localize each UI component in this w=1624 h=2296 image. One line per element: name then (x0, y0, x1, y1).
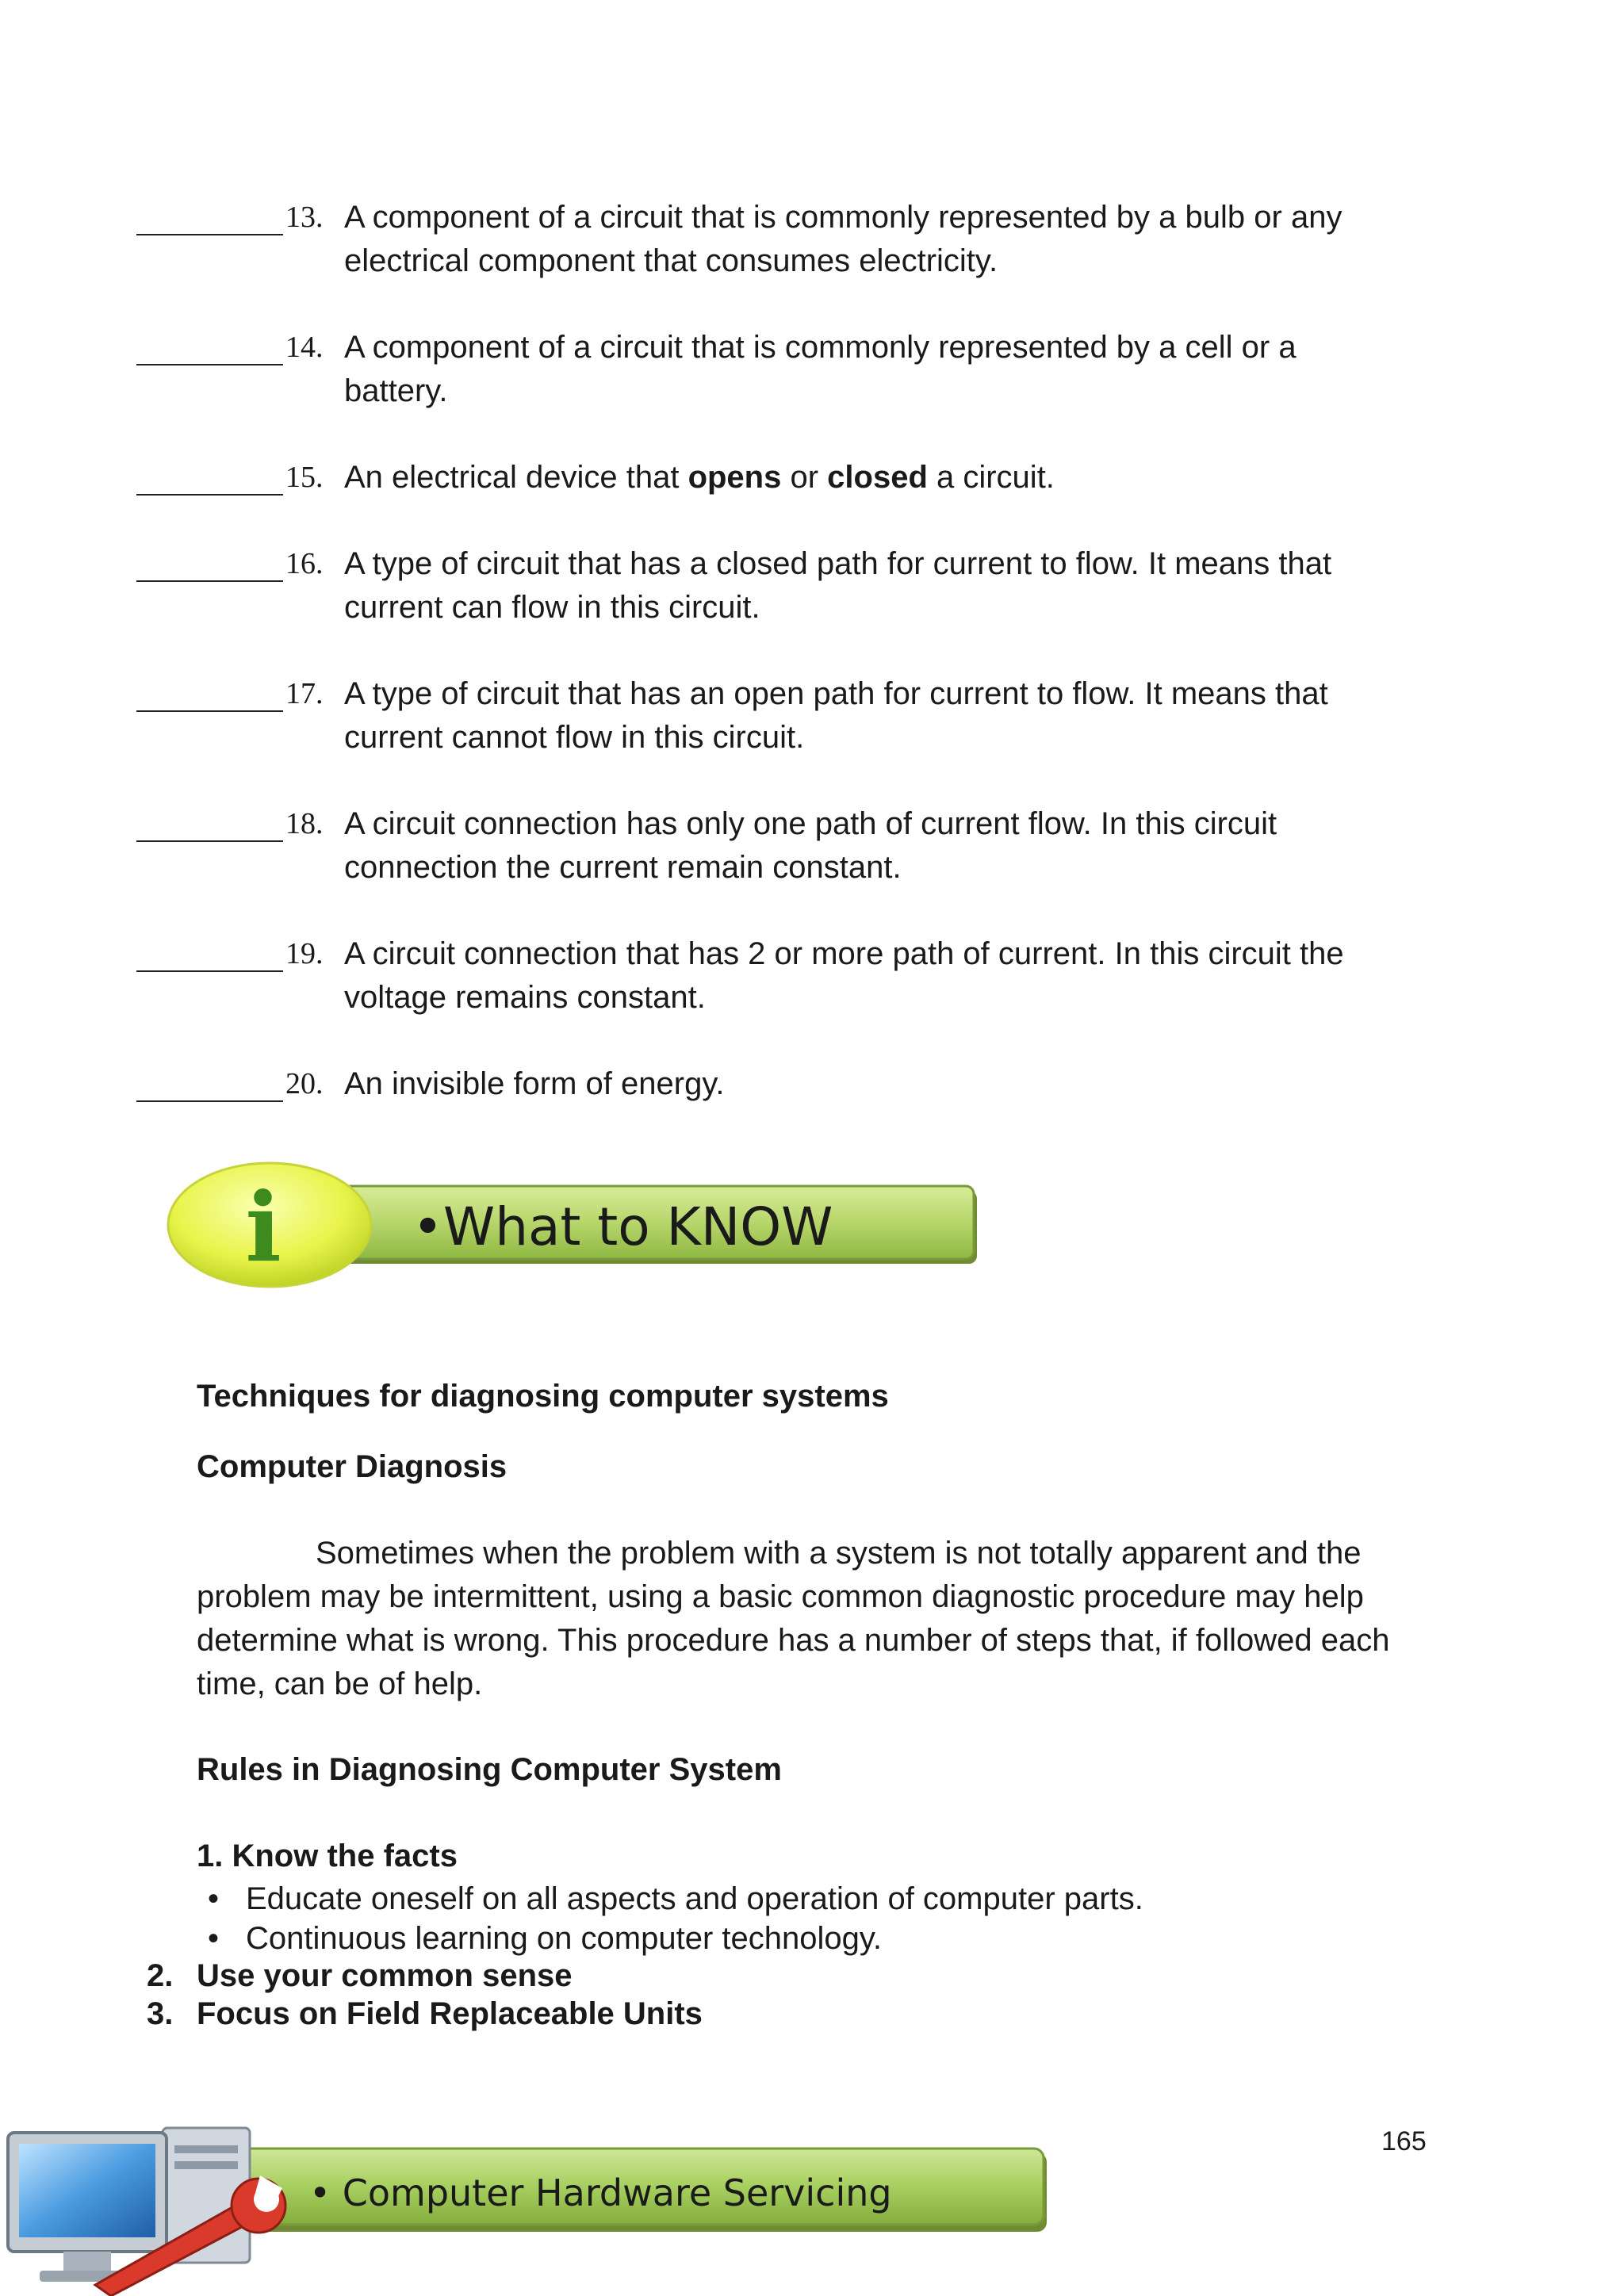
question-text: A component of a circuit that is commonly represented by a cell or a battery. (344, 330, 1297, 408)
question-text: A circuit connection that has 2 or more path of current. In this circuit the voltage remains constant. (344, 936, 1344, 1015)
info-letter: i (245, 1172, 282, 1284)
rule-number: 2. (147, 1958, 174, 1993)
question-text: A circuit connection has only one path of current flow. In this circuit connection the current remain constant. (344, 806, 1277, 885)
question-14 (136, 326, 1389, 413)
footer-banner (0, 2117, 1063, 2296)
question-text: A type of circuit that has a closed path for current to flow. It means that current can flow in this circuit. (344, 546, 1332, 625)
question-number: 16. (285, 547, 324, 580)
section-subtitle: Computer Diagnosis (197, 1449, 508, 1484)
question-19 (136, 932, 1389, 1020)
answer-blank[interactable] (136, 234, 283, 235)
answer-blank[interactable] (136, 970, 283, 972)
bold-closed: closed (827, 460, 928, 495)
answer-blank[interactable] (136, 1100, 283, 1102)
question-13 (136, 196, 1389, 283)
footer-label: • Computer Hardware Servicing (309, 2172, 892, 2214)
page-number: 165 (1381, 2126, 1427, 2156)
question-20 (136, 1062, 1389, 1106)
banner-label: •What to KNOW (412, 1196, 833, 1257)
answer-blank[interactable] (136, 710, 283, 712)
answer-blank[interactable] (136, 494, 283, 496)
question-number: 18. (285, 807, 324, 840)
question-number: 14. (285, 331, 324, 364)
section-title: Techniques for diagnosing computer systems (197, 1379, 889, 1414)
answer-blank[interactable] (136, 840, 283, 842)
bold-opens: opens (688, 460, 782, 495)
question-number: 13. (285, 201, 324, 234)
question-15 (136, 456, 1389, 499)
bullet-marker: • (208, 1881, 220, 1916)
rules-list (147, 1957, 703, 2033)
rule-1-bullets (208, 1879, 1397, 1958)
bullet-item: • Educate oneself on all aspects and operation of computer parts. (208, 1879, 1397, 1919)
question-text: An electrical device that opens or closed a circuit. (344, 460, 1055, 495)
question-17 (136, 672, 1389, 760)
question-16 (136, 542, 1389, 629)
question-text: A component of a circuit that is commonly represented by a bulb or any electrical component that consumes electricity. (344, 200, 1342, 278)
bullet-item: • Continuous learning on computer technology. (208, 1919, 1397, 1958)
rule-text: Focus on Field Replaceable Units (197, 1996, 703, 2031)
computer-icon (8, 2128, 250, 2282)
question-number: 17. (285, 677, 324, 710)
rule-number: 3. (147, 1996, 174, 2031)
question-text: An invisible form of energy. (344, 1066, 725, 1101)
diagnosis-paragraph: Sometimes when the problem with a system is not totally apparent and the problem may be intermittent, using a basic common diagnostic procedure may help determine what is wrong. This procedure has a number of steps that, if followed each time, can be of help. (197, 1536, 1390, 1701)
rules-title: Rules in Diagnosing Computer System (197, 1752, 782, 1787)
answer-blank[interactable] (136, 364, 283, 365)
question-number: 15. (285, 461, 324, 494)
answer-blank[interactable] (136, 580, 283, 582)
rule-item (147, 1995, 703, 2033)
rule-item (147, 1957, 703, 1995)
bullet-marker: • (208, 1921, 220, 1956)
rule-text: Use your common sense (197, 1958, 573, 1993)
question-text: A type of circuit that has an open path for current to flow. It means that current cannot flow in this circuit. (344, 676, 1328, 755)
question-18 (136, 802, 1389, 890)
what-to-know-banner (167, 1158, 983, 1300)
rule-1: 1. Know the facts (197, 1839, 458, 1873)
question-number: 19. (285, 937, 324, 970)
question-number: 20. (285, 1067, 324, 1100)
